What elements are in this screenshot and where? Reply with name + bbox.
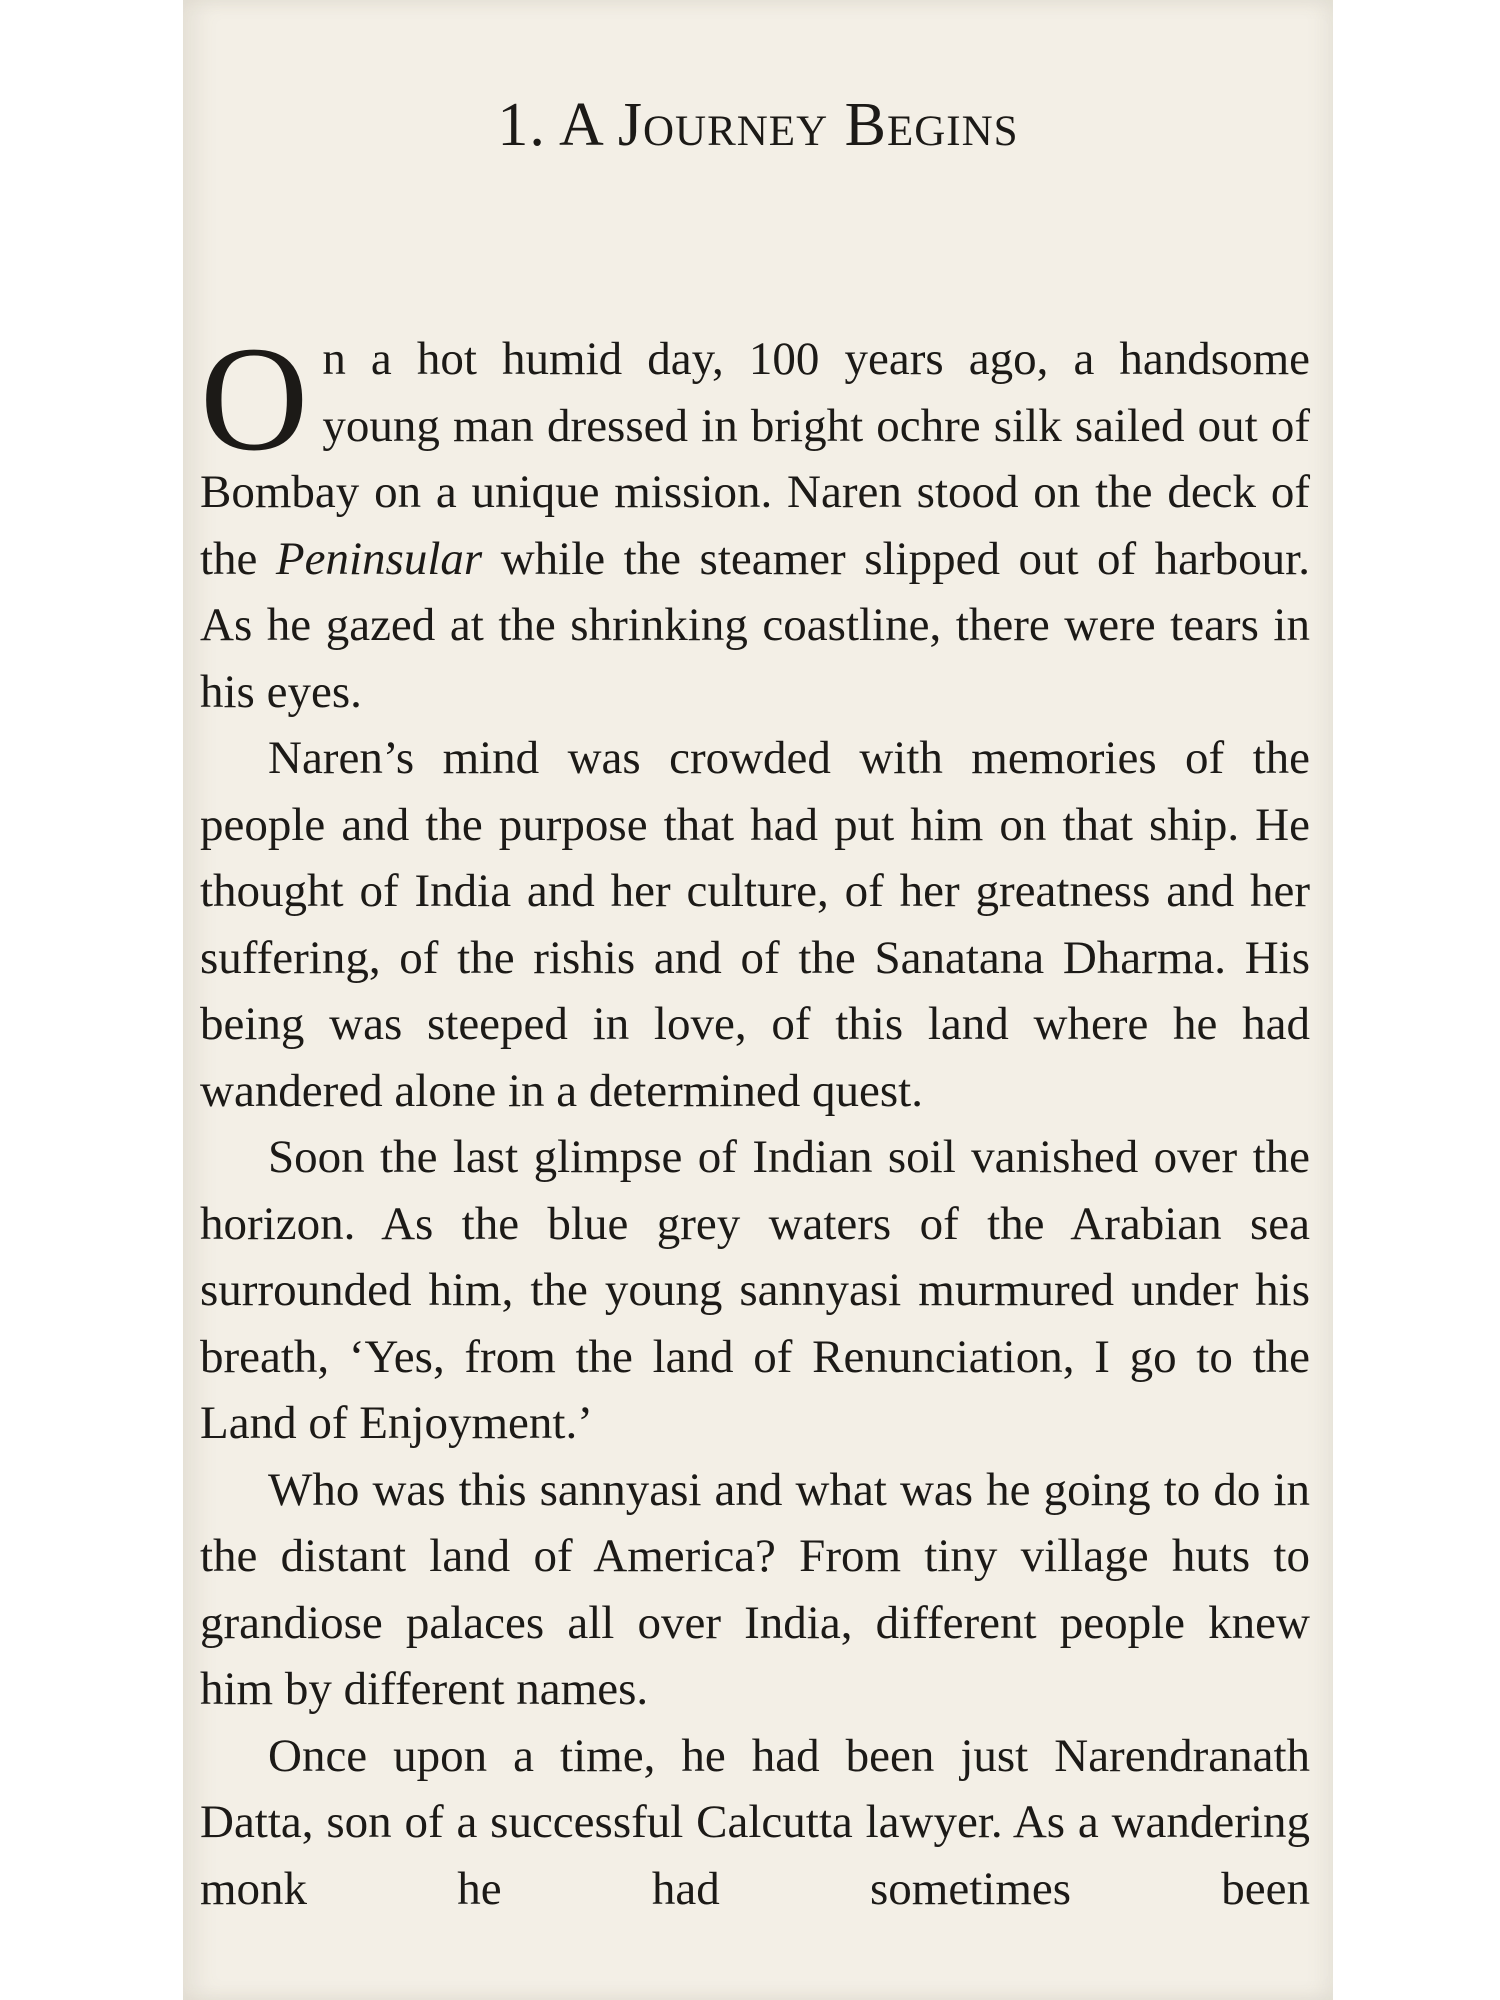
paragraph-1 — [200, 316, 1310, 725]
ship-name: Peninsular — [275, 532, 483, 585]
paragraph-4: Who was this sannyasi and what was he going to do in the distant land of America? From tiny village huts to grandiose palaces all over India, different people knew him by different names. — [200, 1463, 1310, 1715]
paragraph-1-text-start: n a hot humid day, 100 years ago, a handsome young man dressed in bright ochre silk sailed out of Bombay on a unique mission. Naren stood on the deck of the — [200, 333, 1310, 585]
paragraph-3: Soon the last glimpse of Indian soil vanished over the horizon. As the blue grey waters of the Arabian sea surrounded him, the young sannyasi murmured under his breath, ‘Yes, from the land of Renunciation, I go to the Land of Enjoyment.’ — [200, 1131, 1310, 1449]
chapter-body — [200, 316, 1310, 1922]
paragraph-2: Naren’s mind was crowded with memories of the people and the purpose that had put him on that ship. He thought of India and her culture, of her greatness and her suffering, of the rishis and of the Sanatana Dharma. His being was steeped in love, of this land where he had wandered alone in a determined quest. — [200, 732, 1310, 1117]
paragraph-5: Once upon a time, he had been just Narendranath Datta, son of a successful Calcutta lawyer. As a wandering monk he had sometimes been — [200, 1729, 1310, 1915]
chapter-title: 1. A Journey Begins — [497, 91, 1019, 159]
drop-cap: O — [200, 316, 309, 482]
paragraph-1-text-end: while the steamer slipped out of harbour. As he gazed at the shrinking coastline, there were tears in his eyes. — [200, 532, 1310, 718]
book-page — [183, 0, 1333, 2000]
